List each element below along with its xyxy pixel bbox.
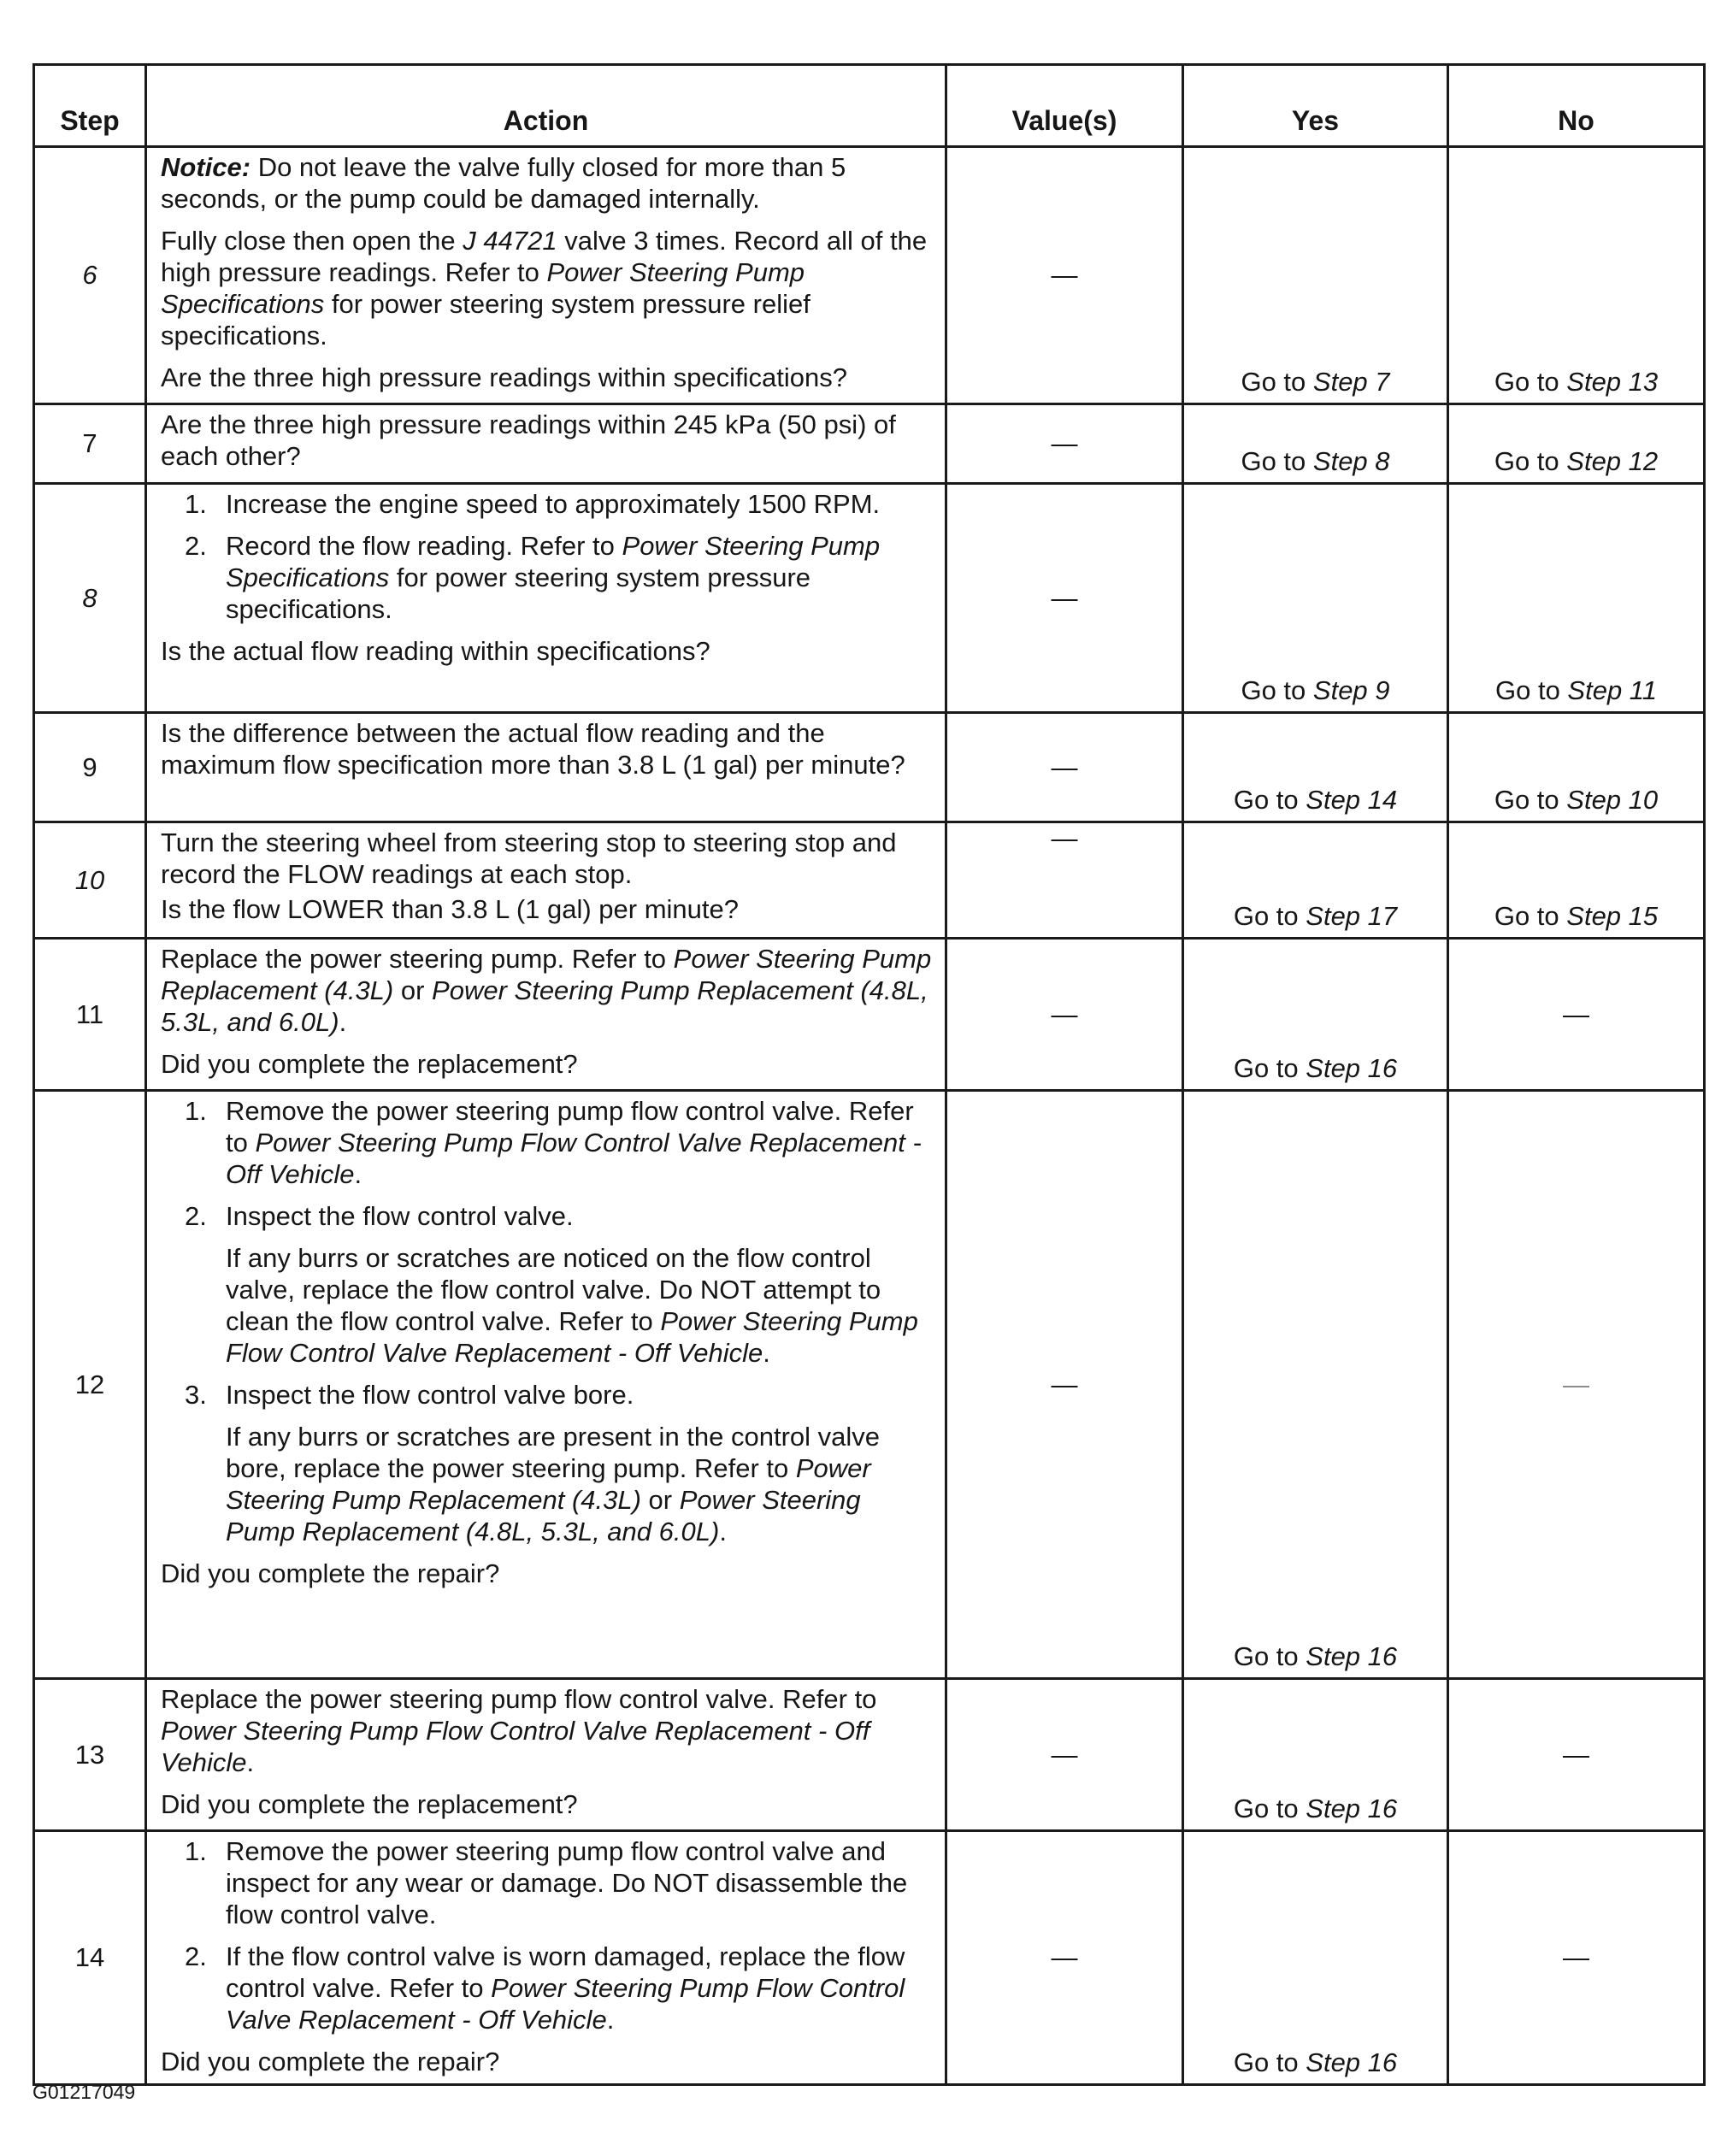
yes-cell[interactable]: Go to Step 16 [1183,1679,1448,1831]
reference-link[interactable]: Power Steering Pump Flow Control Valve Replacement - Off Vehicle [161,1716,870,1777]
no-cell[interactable]: Go to Step 10 [1448,713,1705,822]
question: Did you complete the repair? [161,2047,500,2076]
value-cell: — [946,1831,1183,2085]
table-row [34,939,1705,1091]
table-row [34,147,1705,404]
yes-cell[interactable]: Go to Step 9 [1183,484,1448,713]
reference-link[interactable]: Power Steering Pump Flow Control Valve Replacement - Off Vehicle [226,1973,905,2035]
list-item: 2. Inspect the flow control valve. If any burrs or scratches are noticed on the flow control valve, replace the flow control valve. Do NOT attempt to clean the flow control valve. Refer to Power Steering Pump Flow Control Valve Replacement - Off Vehicle. [161,1200,933,1369]
reference-link[interactable]: Power Steering Pump Specifications [161,257,805,319]
table-row [34,713,1705,822]
question: Did you complete the repair? [161,1558,500,1588]
table-row [34,822,1705,939]
value-cell: — [946,1679,1183,1831]
table-row [34,404,1705,484]
action-text: Turn the steering wheel from steering stop to steering stop and record the FLOW readings at each stop. [161,828,897,889]
table-row [34,1831,1705,2085]
yes-cell[interactable]: Go to Step 7 [1183,147,1448,404]
yes-cell[interactable]: Go to Step 8 [1183,404,1448,484]
step-number: 9 [34,713,146,822]
step-number: 12 [34,1091,146,1679]
value-cell: — [946,939,1183,1091]
question: Is the difference between the actual flow reading and the maximum flow specification more than 3.8 L (1 gal) per minute? [161,718,905,780]
action-cell [146,404,946,484]
question: Did you complete the replacement? [161,1789,578,1819]
no-cell[interactable]: Go to Step 11 [1448,484,1705,713]
reference-link[interactable]: Power Steering Pump Replacement (4.8L, 5.3L, and 6.0L) [161,975,928,1037]
action-text: Replace the power steering pump. Refer to Power Steering Pump Replacement (4.3L) or Power Steering Pump Replacement (4.8L, 5.3L, and 6.0L). [161,944,932,1037]
step-number: 8 [34,484,146,713]
no-cell[interactable]: Go to Step 12 [1448,404,1705,484]
list-item: 1. Remove the power steering pump flow control valve and inspect for any wear or damage. Do NOT disassemble the flow control valve. [185,1836,908,1929]
value-cell: — [946,822,1183,939]
step-number: 7 [34,404,146,484]
value-cell: — [946,147,1183,404]
list-item: 2. If the flow control valve is worn damaged, replace the flow control valve. Refer to Power Steering Pump Flow Control Valve Replacement - Off Vehicle. [185,1941,905,2035]
no-cell: — [1448,1091,1705,1679]
table-row [34,1091,1705,1679]
action-list [161,488,933,625]
step-number: 14 [34,1831,146,2085]
table-row [34,484,1705,713]
list-item: 2. Record the flow reading. Refer to Power Steering Pump Specifications for power steering system pressure specifications. [185,531,881,624]
header-values: Value(s) [946,65,1183,147]
yes-cell[interactable]: Go to Step 16 [1183,1091,1448,1679]
action-cell [146,484,946,713]
header-step: Step [34,65,146,147]
value-cell: — [946,713,1183,822]
action-cell [146,713,946,822]
reference-link[interactable]: Power Steering Pump Replacement (4.3L) [161,944,932,1005]
yes-cell[interactable]: Go to Step 14 [1183,713,1448,822]
action-cell [146,147,946,404]
action-cell [146,822,946,939]
no-cell: — [1448,939,1705,1091]
header-no: No [1448,65,1705,147]
question: Are the three high pressure readings within 245 kPa (50 psi) of each other? [161,409,896,471]
action-cell [146,1679,946,1831]
question: Is the flow LOWER than 3.8 L (1 gal) per minute? [161,894,740,924]
list-subtext: If any burrs or scratches are noticed on the flow control valve, replace the flow control valve. Do NOT attempt to clean the flow control valve. Refer to Power Steering Pump Flow Control Valve Replacement - Off Vehicle. [226,1243,918,1368]
diagnostic-table [32,63,1706,2086]
reference-link[interactable]: Power Steering Pump Replacement (4.3L) [226,1453,871,1515]
action-list [161,1095,933,1547]
value-cell: — [946,404,1183,484]
tool-reference: J 44721 [463,226,557,256]
step-number: 10 [34,822,146,939]
step-number: 11 [34,939,146,1091]
yes-cell[interactable]: Go to Step 16 [1183,939,1448,1091]
action-text: Fully close then open the J 44721 valve 3 times. Record all of the high pressure readings. Refer to Power Steering Pump Specifications for power steering system pressure relief specifications. [161,226,928,350]
reference-link[interactable]: Power Steering Pump Specifications [226,531,881,592]
value-cell: — [946,1091,1183,1679]
no-cell: — [1448,1679,1705,1831]
action-cell [146,1091,946,1679]
value-cell: — [946,484,1183,713]
notice-text: Do not leave the valve fully closed for more than 5 seconds, or the pump could be damaged internally. [161,152,846,214]
table-row [34,1679,1705,1831]
question: Is the actual flow reading within specifications? [161,636,710,666]
notice-label: Notice: [161,152,251,182]
list-item: 3. Inspect the flow control valve bore. If any burrs or scratches are present in the control valve bore, replace the power steering pump. Refer to Power Steering Pump Replacement (4.3L) or Power Steering Pump Replacement (4.8L, 5.3L, and 6.0L). [161,1379,933,1547]
reference-link[interactable]: Power Steering Pump Flow Control Valve Replacement - Off Vehicle [226,1306,918,1368]
header-action: Action [146,65,946,147]
yes-cell[interactable]: Go to Step 17 [1183,822,1448,939]
question: Did you complete the replacement? [161,1049,578,1079]
list-subtext: If any burrs or scratches are present in the control valve bore, replace the power steering pump. Refer to Power Steering Pump Replacement (4.3L) or Power Steering Pump Replacement (4.8L, 5.3L, and 6.0L). [226,1422,881,1546]
step-number: 6 [34,147,146,404]
reference-link[interactable]: Power Steering Pump Replacement (4.8L, 5.3L, and 6.0L) [226,1485,861,1546]
step-number: 13 [34,1679,146,1831]
notice [161,151,933,215]
header-yes: Yes [1183,65,1448,147]
question: Are the three high pressure readings within specifications? [161,362,848,392]
yes-cell[interactable]: Go to Step 16 [1183,1831,1448,2085]
no-cell[interactable]: Go to Step 13 [1448,147,1705,404]
list-item: 1. Increase the engine speed to approximately 1500 RPM. [185,489,881,519]
list-item: 1. Remove the power steering pump flow control valve. Refer to Power Steering Pump Flow Control Valve Replacement - Off Vehicle. [185,1096,922,1189]
no-cell: — [1448,1831,1705,2085]
no-cell[interactable]: Go to Step 15 [1448,822,1705,939]
reference-link[interactable]: Power Steering Pump Flow Control Valve Replacement - Off Vehicle [226,1128,922,1189]
action-cell [146,939,946,1091]
header-row [34,65,1705,147]
figure-id: G01217049 [32,2081,136,2103]
action-text: Replace the power steering pump flow control valve. Refer to Power Steering Pump Flow Control Valve Replacement - Off Vehicle. [161,1684,877,1777]
action-cell [146,1831,946,2085]
action-list [161,1835,933,2035]
